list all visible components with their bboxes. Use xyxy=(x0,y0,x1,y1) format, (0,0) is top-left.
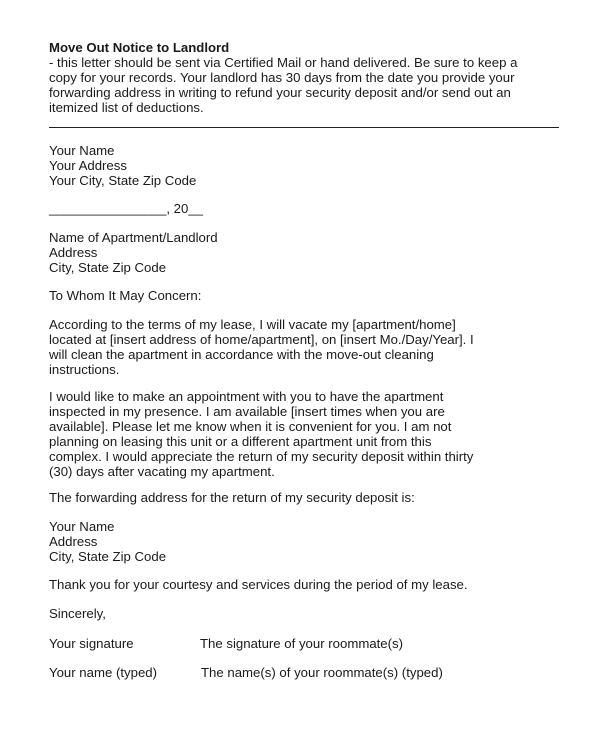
thanks-line xyxy=(49,577,468,592)
typed-name-row xyxy=(49,665,443,680)
paragraph-line: According to the terms of my lease, I will vacate my [apartment/home] xyxy=(49,317,456,332)
paragraph-line: available]. Please let me know when it is convenient for you. I am not xyxy=(49,419,452,434)
paragraph-line: will clean the apartment in accordance with the move-out cleaning xyxy=(49,347,434,362)
instruction-line: forwarding address in writing to refund your security deposit and/or send out an xyxy=(49,85,511,100)
sender-address xyxy=(49,143,196,188)
paragraph-line: complex. I would appreciate the return of my security deposit within thirty xyxy=(49,449,474,464)
paragraph-line: inspected in my presence. I am available [insert times when you are xyxy=(49,404,445,419)
date-line xyxy=(49,201,203,216)
recipient-name: Name of Apartment/Landlord xyxy=(49,230,218,245)
document-title: Move Out Notice to Landlord xyxy=(49,40,230,55)
paragraph-line: I would like to make an appointment with you to have the apartment xyxy=(49,389,444,404)
your-signature-label: Your signature xyxy=(49,636,134,651)
roommate-signature-label: The signature of your roommate(s) xyxy=(200,636,404,651)
sender-name: Your Name xyxy=(49,143,115,158)
sender-city: Your City, State Zip Code xyxy=(49,173,197,188)
thanks-text: Thank you for your courtesy and services during the period of my lease. xyxy=(49,577,468,592)
sender-street: Your Address xyxy=(49,158,127,173)
paragraph-line: instructions. xyxy=(49,362,120,377)
instruction-line: copy for your records. Your landlord has 30 days from the date you provide your xyxy=(49,70,515,85)
paragraph-line: planning on leasing this unit or a different apartment unit from this xyxy=(49,434,432,449)
salutation-text: To Whom It May Concern: xyxy=(49,288,202,303)
forwarding-intro-text: The forwarding address for the return of my security deposit is: xyxy=(49,490,415,505)
paragraph-line: (30) days after vacating my apartment. xyxy=(49,464,275,479)
forwarding-address xyxy=(49,519,166,564)
your-name-typed-label: Your name (typed) xyxy=(49,665,158,680)
instruction-line: - this letter should be sent via Certified Mail or hand delivered. Be sure to keep a xyxy=(49,55,518,70)
recipient-street: Address xyxy=(49,245,98,260)
closing-text: Sincerely, xyxy=(49,606,106,621)
signature-row xyxy=(49,636,404,651)
paragraph-move-out xyxy=(49,317,474,377)
instructions-block xyxy=(49,40,517,115)
salutation xyxy=(49,288,201,303)
paragraph-line: located at [insert address of home/apartment], on [insert Mo./Day/Year]. I xyxy=(49,332,474,347)
forwarding-name: Your Name xyxy=(49,519,115,534)
paragraph-inspection xyxy=(49,389,473,479)
roommate-name-typed-label: The name(s) of your roommate(s) (typed) xyxy=(201,665,443,680)
instruction-line: itemized list of deductions. xyxy=(49,100,204,115)
recipient-city: City, State Zip Code xyxy=(49,260,167,275)
divider-line xyxy=(49,127,559,128)
recipient-address xyxy=(49,230,218,275)
forwarding-street: Address xyxy=(49,534,98,549)
date-blank: ________________, 20__ xyxy=(49,201,204,216)
forwarding-intro xyxy=(49,490,415,505)
forwarding-city: City, State Zip Code xyxy=(49,549,167,564)
closing xyxy=(49,606,106,621)
